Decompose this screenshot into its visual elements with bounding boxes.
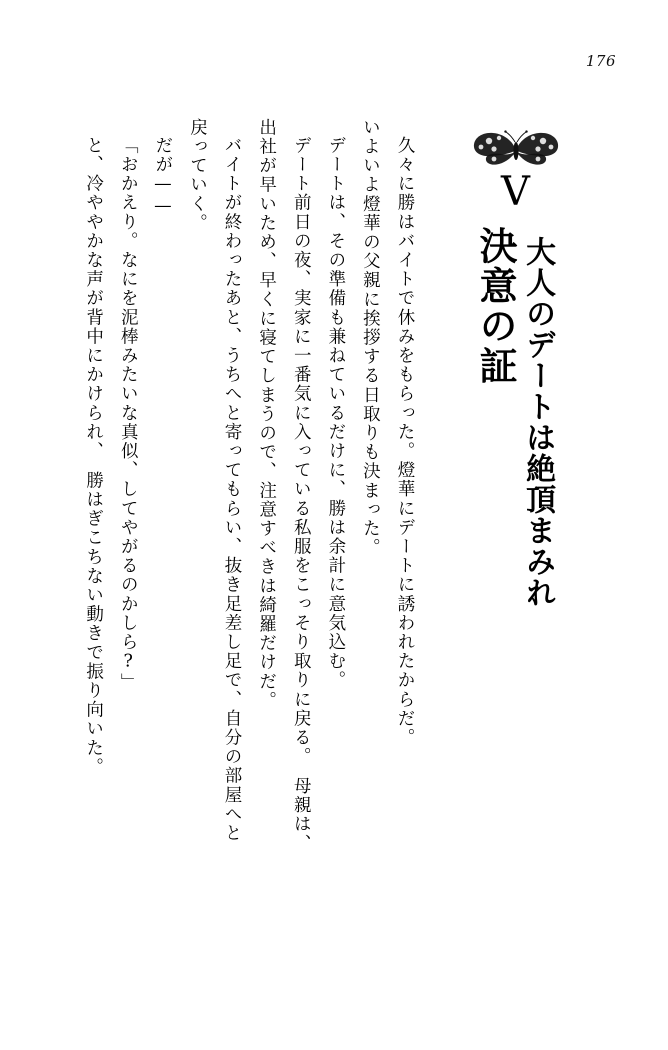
chapter-title: 決意の証: [473, 226, 519, 386]
chapter-numeral: V: [501, 169, 531, 215]
page-number: 176: [585, 52, 616, 70]
text-column: バイトが終わったあと、うちへと寄ってもらい、抜き足差し足で、自分の部屋へと: [222, 136, 243, 843]
body-text: [44, 118, 418, 988]
chapter-heading: [456, 128, 576, 808]
text-column: と、冷ややかな声が背中にかけられ、 勝はぎこちない動きで振り向いた。: [83, 136, 104, 777]
text-column: だが——: [152, 136, 173, 218]
text-column: いよいよ燈華の父親に挨拶する日取りも決まった。: [360, 118, 381, 558]
text-column: 久々に勝はバイトで休みをもらった。燈華にデートに誘われたからだ。: [395, 136, 415, 748]
butterfly-ornament-icon: [461, 128, 571, 174]
chapter-subtitle: 大人のデートは絶頂まみれ: [520, 236, 556, 608]
text-column: 戻っていく。: [187, 118, 208, 233]
text-column: デート前日の夜、実家に一番気に入っている私服をこっそり取りに戻る。 母親は、: [291, 136, 312, 854]
text-column: 出社が早いため、早くに寝てしまうので、注意すべきは綺羅だけだ。: [256, 118, 277, 711]
chapter-title-group: [475, 226, 557, 608]
text-column: 「おかえり。なにを泥棒みたいな真似、してやがるのかしら?」: [118, 136, 139, 693]
text-column: デートは、その準備も兼ねているだけに、勝は余計に意気込む。: [325, 136, 346, 690]
